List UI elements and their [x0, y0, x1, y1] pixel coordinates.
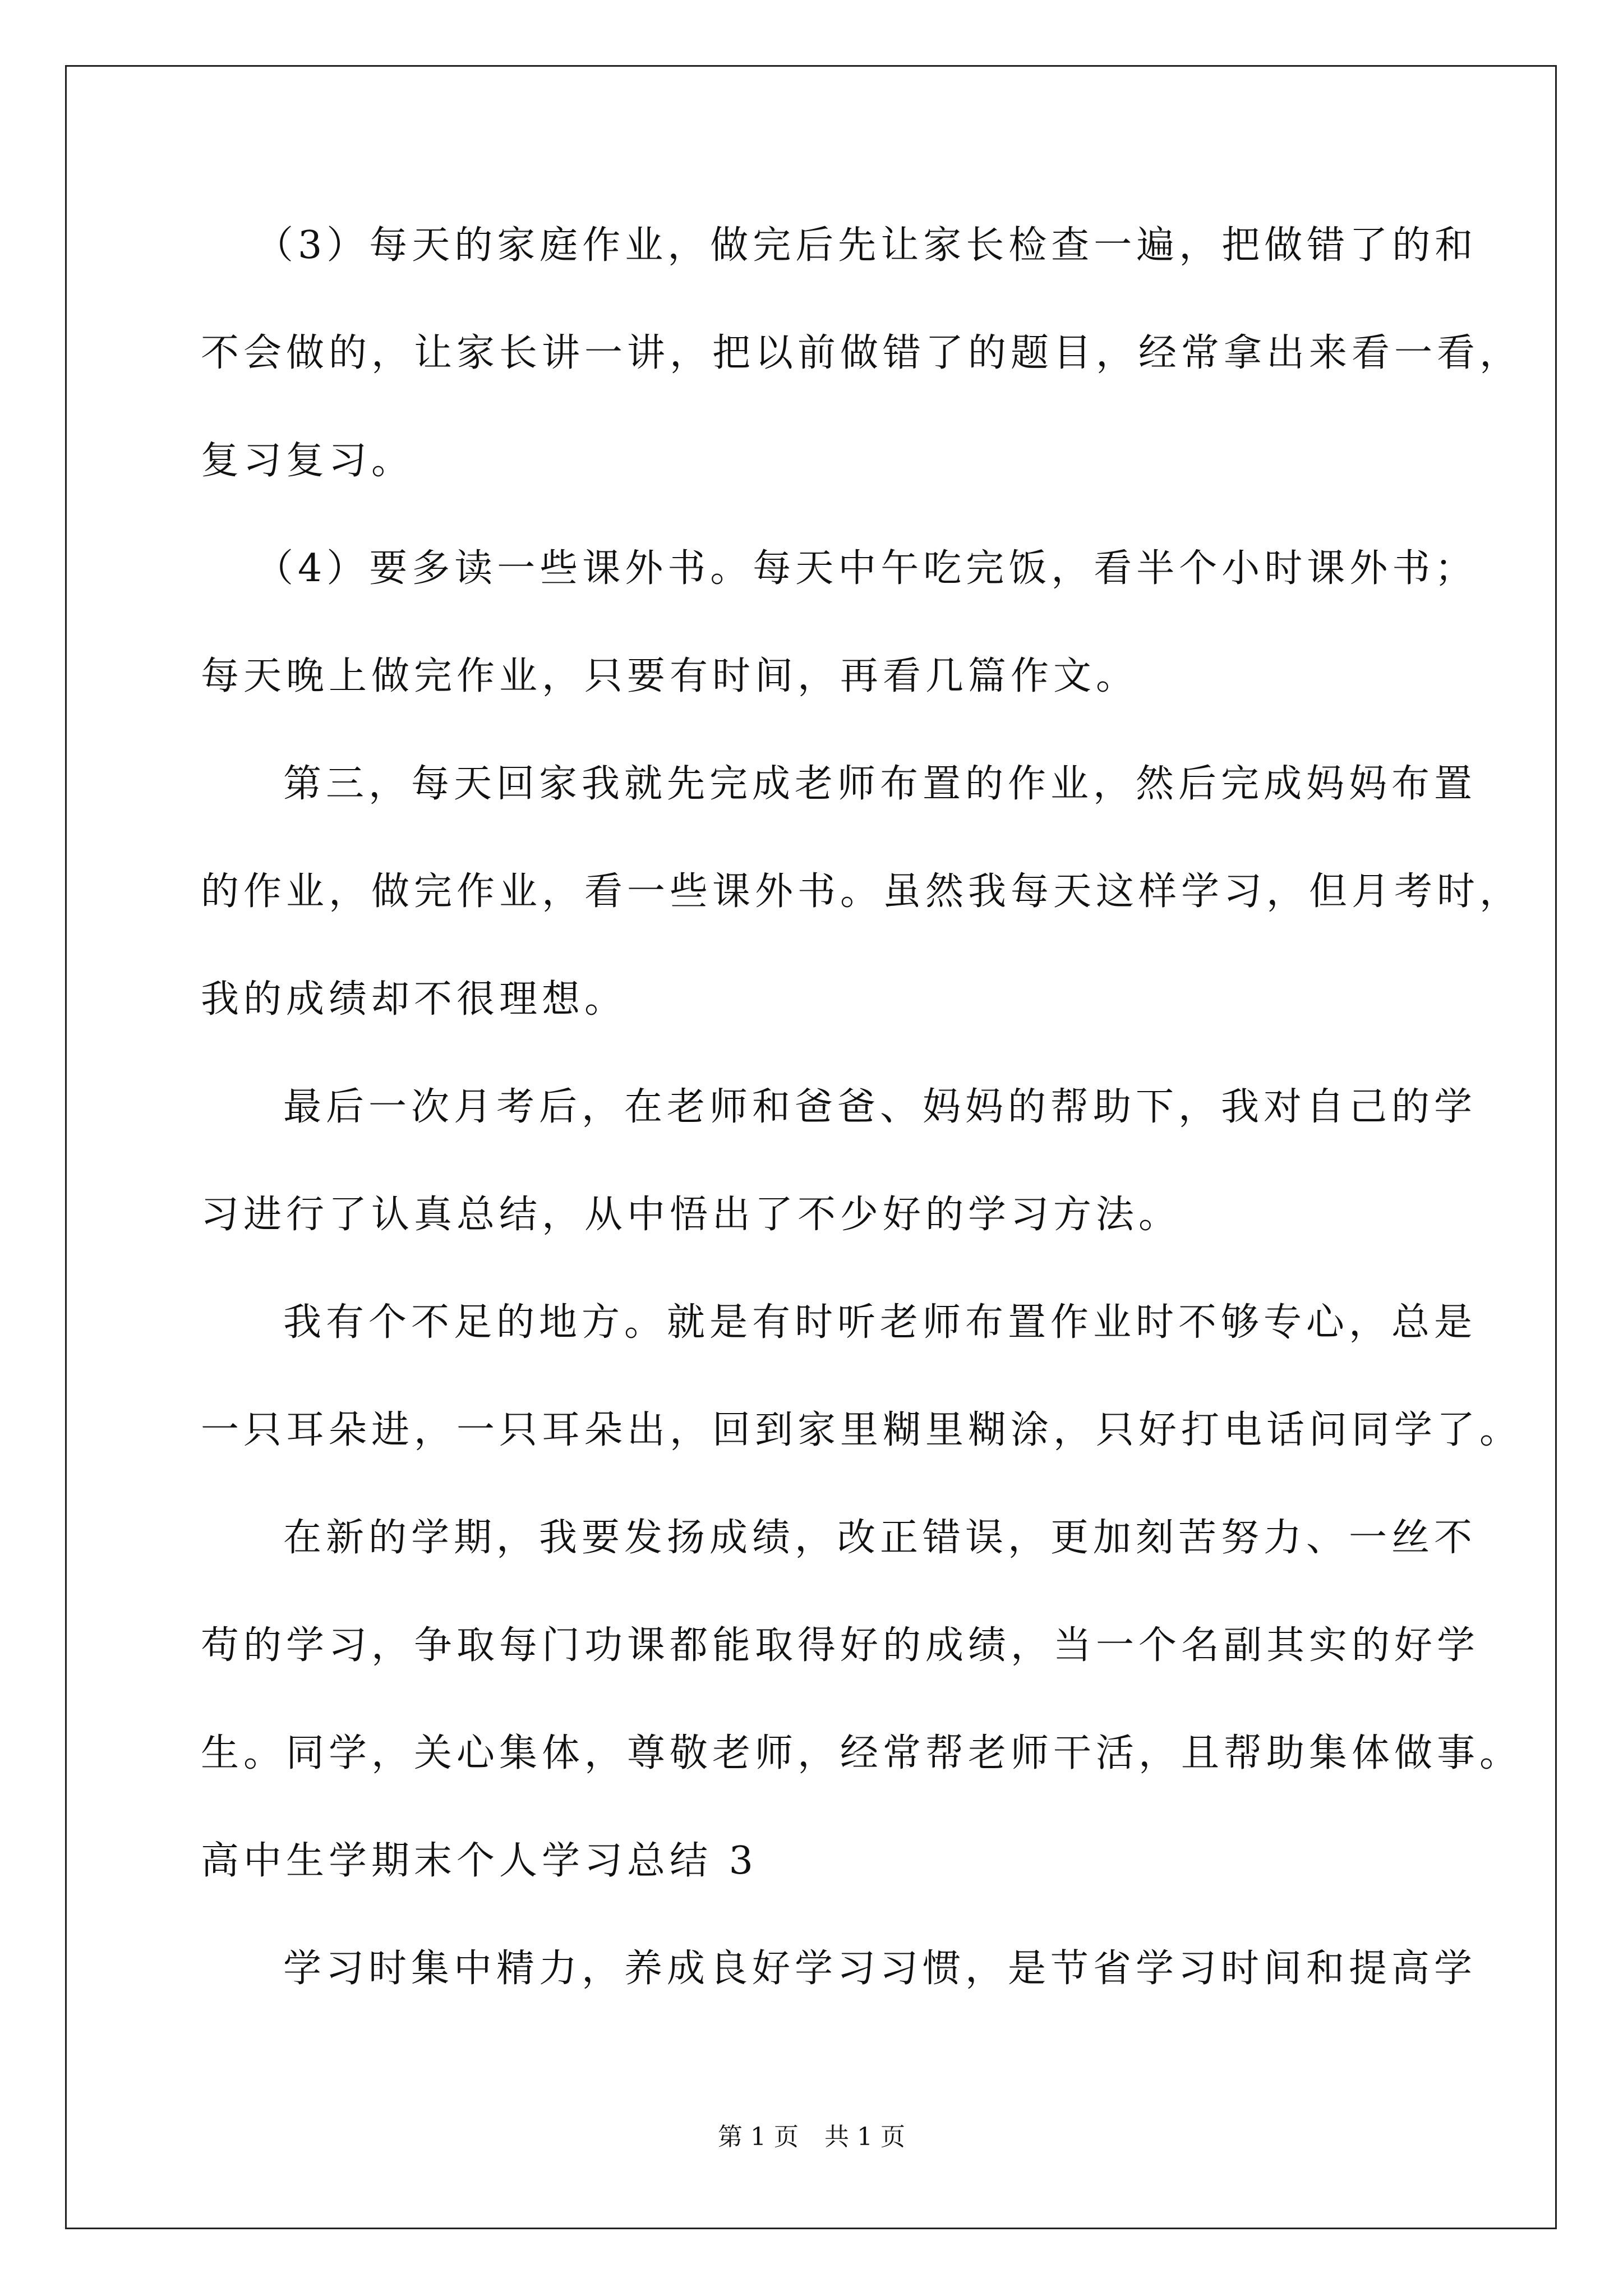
- paragraph-line: 苟的学习，争取每门功课都能取得好的成绩，当一个名副其实的好学: [201, 1623, 1480, 1668]
- page-frame: [65, 65, 1557, 2229]
- paragraph-line: 的作业，做完作业，看一些课外书。虽然我每天这样学习，但月考时，: [201, 869, 1523, 914]
- paragraph-line: 最后一次月考后，在老师和爸爸、妈妈的帮助下，我对自己的学: [283, 1085, 1477, 1129]
- paragraph-line: （3）每天的家庭作业，做完后先让家长检查一遍，把做错了的和: [255, 223, 1478, 268]
- paragraph-line: （4）要多读一些课外书。每天中午吃完饭，看半个小时课外书；: [255, 546, 1478, 591]
- paragraph-line: 习进行了认真总结，从中悟出了不少好的学习方法。: [201, 1193, 1182, 1237]
- paragraph-line: 在新的学期，我要发扬成绩，改正错误，更加刻苦努力、一丝不: [283, 1516, 1477, 1560]
- section-heading: 高中生学期末个人学习总结 3: [201, 1839, 758, 1883]
- paragraph-line: 我有个不足的地方。就是有时听老师布置作业时不够专心，总是: [283, 1300, 1477, 1345]
- paragraph-line: 一只耳朵进，一只耳朵出，回到家里糊里糊涂，只好打电话问同学了。: [201, 1408, 1523, 1452]
- paragraph-line: 生。同学，关心集体，尊敬老师，经常帮老师干活，且帮助集体做事。: [201, 1731, 1523, 1775]
- page-number: 第 1 页: [718, 2123, 799, 2151]
- paragraph-line: 我的成绩却不很理想。: [201, 977, 628, 1022]
- paragraph-line: 每天晚上做完作业，只要有时间，再看几篇作文。: [201, 654, 1139, 698]
- page-footer: [0, 2125, 1623, 2150]
- paragraph-line: 不会做的，让家长讲一讲，把以前做错了的题目，经常拿出来看一看，: [201, 331, 1523, 375]
- page-total: 共 1 页: [824, 2123, 905, 2151]
- paragraph-line: 复习复习。: [201, 439, 414, 483]
- paragraph-line: 学习时集中精力，养成良好学习习惯，是节省学习时间和提高学: [283, 1947, 1477, 1991]
- paragraph-line: 第三，每天回家我就先完成老师布置的作业，然后完成妈妈布置: [283, 762, 1477, 806]
